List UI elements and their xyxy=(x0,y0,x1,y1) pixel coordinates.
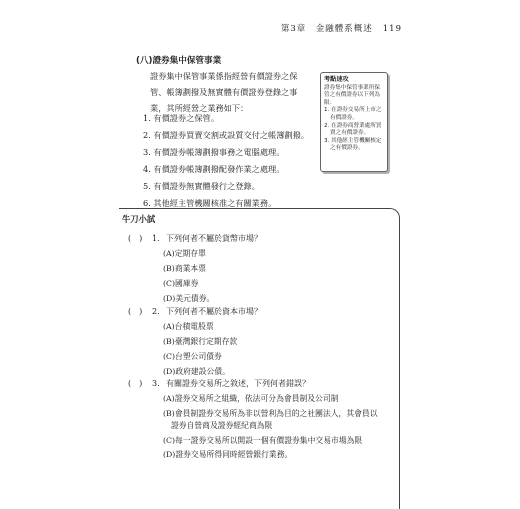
question-3 xyxy=(128,378,310,389)
option-c: (C)每一證券交易所以開設一個有價證券集中交易市場為限 xyxy=(163,436,363,445)
option-d: (D)美元債券。 xyxy=(163,294,215,303)
business-list xyxy=(143,110,323,212)
option-b: (B)商業本票 xyxy=(163,264,207,273)
list-item: 1. 有價證券之保管。 xyxy=(143,113,219,123)
question-1 xyxy=(128,233,262,244)
answer-blank: ( ) xyxy=(128,307,143,316)
chapter-title: 第3章 金融體系概述 xyxy=(280,24,373,34)
list-item: 6. 其他經主管機關核准之有關業務。 xyxy=(143,198,277,208)
answer-blank: ( ) xyxy=(128,379,143,388)
section-intro: 證券集中保管事業係指經營有價證券之保管、帳簿劃撥及無實體有價證券登錄之事業，其所經營之業務如下： xyxy=(150,71,298,113)
option-a: (A)台積電股票 xyxy=(163,322,214,331)
question-text: 下列何者不屬於貨幣市場？ xyxy=(166,234,262,243)
option-b: (B)臺灣銀行定期存款 xyxy=(163,337,238,346)
quiz-frame xyxy=(119,208,400,509)
list-item: 5. 有價證券無實體發行之登錄。 xyxy=(143,181,260,191)
question-2 xyxy=(128,306,262,317)
tip-title: 考點速攻 xyxy=(324,76,349,83)
list-item: 2. 有價證券買賣交割或設質交付之帳簿劃撥。 xyxy=(143,130,309,140)
option-d: (D)政府建設公債。 xyxy=(163,367,230,376)
answer-blank: ( ) xyxy=(128,234,143,243)
option-c: (C)台塑公司債券 xyxy=(163,352,222,361)
question-number: 3. xyxy=(152,379,160,388)
option-b-continued: 證券自營商及證券經紀商為限 xyxy=(171,421,273,430)
page-number: 119 xyxy=(382,24,402,34)
tip-intro: 證券集中保管事業所保管之有價證券以下列為限： xyxy=(324,84,380,106)
option-a: (A)證券交易所之組織，依法可分為會員制及公司制 xyxy=(163,394,339,403)
option-c: (C)國庫券 xyxy=(163,279,199,288)
list-item: 4. 有價證券帳簿劃撥配發作業之處理。 xyxy=(143,164,285,174)
question-text: 下列何者不屬於資本市場？ xyxy=(166,307,262,316)
list-item: 3. 有價證券帳簿劃撥事務之電腦處理。 xyxy=(143,147,285,157)
exam-tip-box xyxy=(320,72,388,172)
page-header xyxy=(281,22,402,34)
option-d: (D)證券交易所得同時經營銀行業務。 xyxy=(163,450,293,459)
tip-item: 1. 在證券交易所上市之有價證券。 xyxy=(324,107,382,121)
question-number: 1. xyxy=(152,234,160,243)
section-title: (八)證券集中保管事業 xyxy=(136,56,222,66)
question-text: 有關證券交易所之敘述，下列何者錯誤？ xyxy=(166,379,310,388)
option-b: (B)會員制證券交易所為非以營利為目的之社團法人，其會員以 xyxy=(163,409,378,418)
tip-item: 3. 其他經主管機關核定之有價證券。 xyxy=(324,137,382,152)
tip-item: 2. 在證券商營業處所買賣之有價證券。 xyxy=(324,122,382,137)
option-a: (A)定期存單 xyxy=(163,249,206,258)
quiz-label: 牛刀小試 xyxy=(122,214,156,224)
question-number: 2. xyxy=(152,307,160,316)
